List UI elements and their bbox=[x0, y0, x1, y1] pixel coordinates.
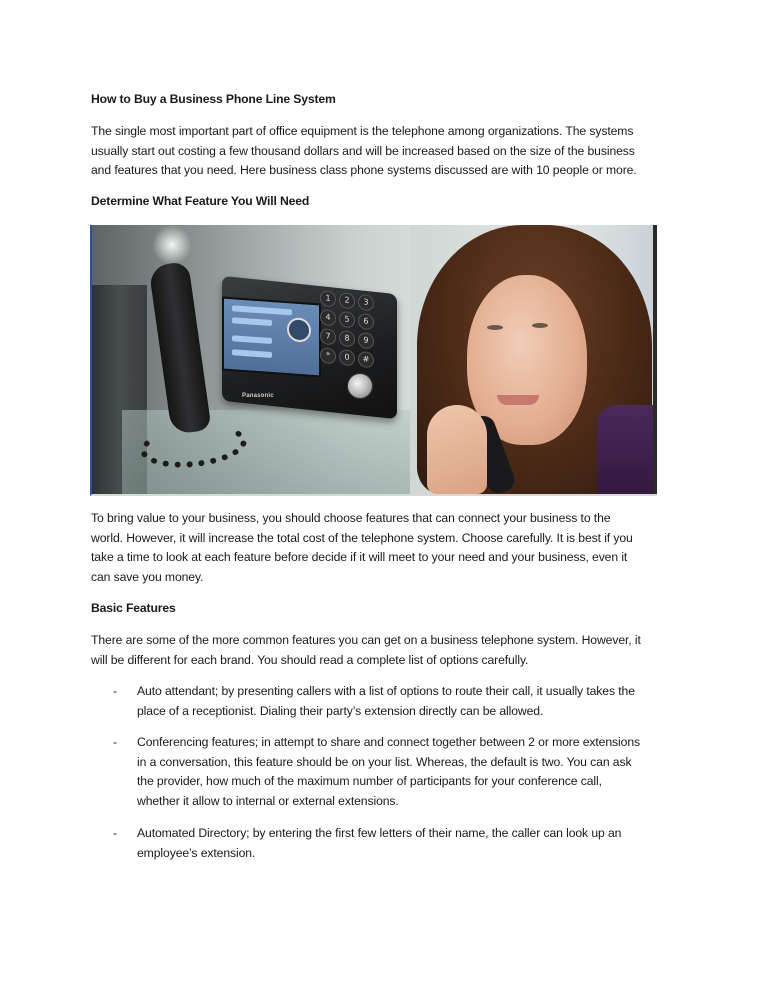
screen-menu-item bbox=[232, 335, 272, 344]
navigation-wheel-icon bbox=[347, 373, 373, 399]
keypad-key: 0 bbox=[339, 349, 355, 367]
background-light bbox=[152, 225, 192, 265]
basic-features-paragraph bbox=[91, 631, 681, 670]
keypad-key: * bbox=[320, 347, 336, 365]
keypad-key: 5 bbox=[339, 311, 355, 329]
text-line: whether it allow to internal or external extensions. bbox=[137, 793, 399, 808]
eye bbox=[487, 325, 503, 330]
woman-hand bbox=[427, 405, 487, 494]
text-line: Auto attendant; by presenting callers with a list of options to route their call, it usually takes the bbox=[137, 684, 635, 698]
text-line: Automated Directory; by entering the first few letters of their name, the caller can look up an bbox=[137, 826, 622, 840]
phone-touchscreen bbox=[222, 297, 321, 378]
image-edge bbox=[653, 225, 657, 494]
screen-menu-item bbox=[232, 317, 272, 326]
text-line: world. However, it will increase the total cost of the telephone system. Choose carefully. It is best if you bbox=[91, 530, 633, 545]
keypad-key: 4 bbox=[320, 309, 336, 327]
phone-keypad bbox=[320, 290, 380, 386]
text-line: and features that you need. Here business class phone systems discussed are with 10 people or more. bbox=[91, 163, 637, 177]
bullet-marker: - bbox=[113, 735, 117, 749]
text-line: The single most important part of office equipment is the telephone among organizations. The systems bbox=[91, 124, 634, 138]
section-heading-features: Determine What Feature You Will Need bbox=[91, 194, 310, 208]
purple-sweater bbox=[597, 405, 657, 494]
bullet-marker: - bbox=[113, 684, 117, 698]
phone-handset bbox=[148, 261, 211, 435]
screen-menu-item bbox=[232, 349, 272, 358]
phone-brand-label: Panasonic bbox=[242, 393, 274, 399]
keypad-key: 6 bbox=[358, 313, 374, 331]
section-heading-basic-features: Basic Features bbox=[91, 601, 176, 615]
smile bbox=[497, 395, 539, 405]
text-line: usually start out costing a few thousand dollars and will be increased based on the size of the business bbox=[91, 143, 635, 158]
intro-paragraph bbox=[91, 122, 681, 181]
keypad-key: # bbox=[358, 351, 374, 369]
document-title: How to Buy a Business Phone Line System bbox=[91, 92, 336, 106]
text-line: in a conversation, this feature should be on your list. Whereas, the default is two. You can ask bbox=[137, 754, 632, 769]
features-paragraph bbox=[91, 509, 681, 587]
keypad-key: 1 bbox=[320, 290, 336, 308]
bullet-marker: - bbox=[113, 826, 117, 840]
text-line: employee’s extension. bbox=[137, 845, 256, 860]
keypad-key: 7 bbox=[320, 328, 336, 346]
keypad-key: 8 bbox=[339, 330, 355, 348]
keypad-key: 3 bbox=[358, 294, 374, 312]
text-line: Conferencing features; in attempt to share and connect together between 2 or more extensions bbox=[137, 735, 640, 749]
text-line: will be different for each brand. You should read a complete list of options carefully. bbox=[91, 652, 529, 667]
text-line: take a time to look at each feature before decide if it will meet to your need and your business, even it bbox=[91, 550, 628, 564]
hero-image bbox=[90, 225, 657, 496]
screen-tab-bar bbox=[232, 305, 292, 315]
text-line: the provider, how much of the maximum number of participants for your conference call, bbox=[137, 774, 602, 788]
text-line: There are some of the more common features you can get on a business telephone system. However, it bbox=[91, 633, 641, 647]
keypad-key: 9 bbox=[358, 332, 374, 350]
text-line: place of a receptionist. Dialing their party’s extension directly can be allowed. bbox=[137, 703, 544, 718]
eye bbox=[532, 323, 548, 328]
text-line: To bring value to your business, you should choose features that can connect your business to the bbox=[91, 511, 611, 525]
text-line: can save you money. bbox=[91, 569, 204, 584]
keypad-key: 2 bbox=[339, 292, 355, 310]
clock-icon bbox=[287, 317, 311, 343]
